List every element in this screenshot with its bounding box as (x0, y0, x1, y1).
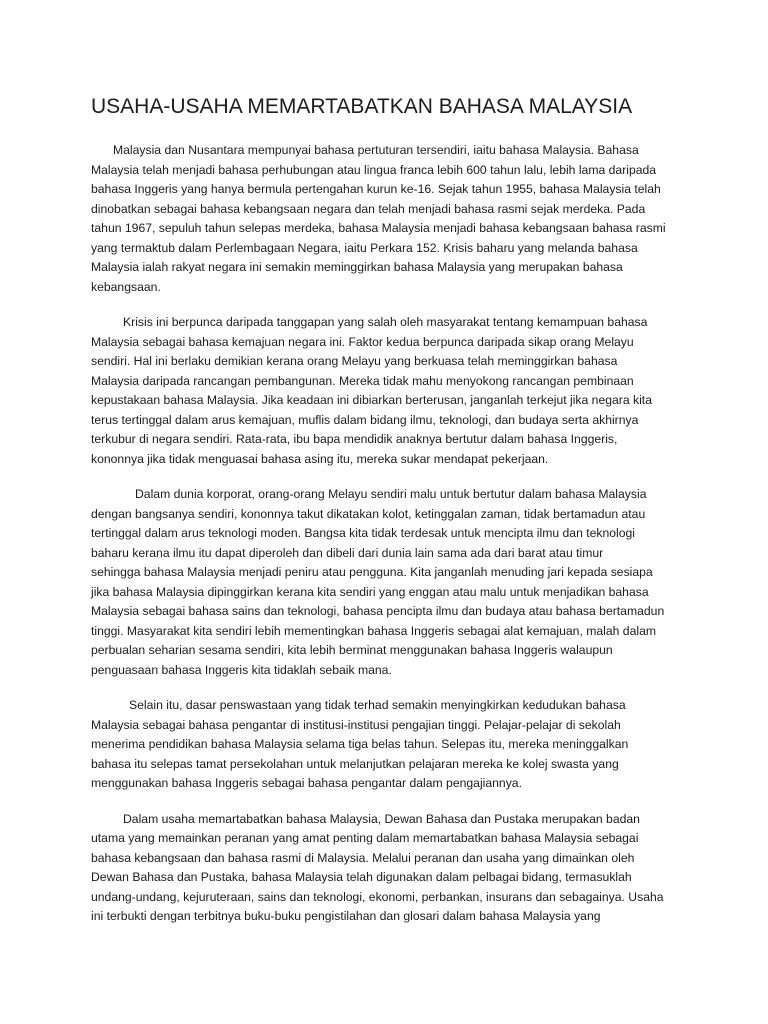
paragraph-line: Malaysia ialah rakyat negara ini semakin meminggirkan bahasa Malaysia yang merupakan bahasa (91, 260, 623, 274)
paragraph-4 (91, 696, 681, 794)
paragraph-line: menggunakan bahasa Inggeris sebagai bahasa pengantar dalam pengajiannya. (91, 776, 522, 790)
paragraph-line: Dewan Bahasa dan Pustaka, bahasa Malaysia telah digunakan dalam pelbagai bidang, termasuklah (91, 870, 632, 884)
paragraph-line: tertinggal dalam arus teknologi moden. Bangsa kita tidak terdesak untuk mencipta ilmu dan teknologi (91, 526, 636, 540)
paragraph-line: menerima pendidikan bahasa Malaysia selama tiga belas tahun. Selepas itu, mereka meninggalkan (91, 737, 629, 751)
paragraph-line: Malaysia dan Nusantara mempunyai bahasa pertuturan tersendiri, iaitu bahasa Malaysia. Bahasa (113, 143, 639, 157)
paragraph-line: Malaysia sebagai bahasa kemajuan negara ini. Faktor kedua berpunca daripada sikap orang Melayu (91, 334, 634, 349)
paragraph-line: penguasaan bahasa Inggeris kita tidaklah sebaik mana. (91, 662, 392, 677)
paragraph-line: Malaysia daripada rancangan pembangunan. Mereka tidak mahu menyokong rancangan pembinaan (91, 373, 634, 388)
document-body (91, 92, 681, 943)
paragraph-line: jika bahasa Malaysia dipinggirkan kerana kita sendiri yang enggan atau malu untuk menjadikan bahasa (91, 584, 649, 599)
paragraph-line: undang-undang, kejuruteraan, sains dan teknologi, ekonomi, perbankan, insurans dan sebagainya. Usaha (91, 889, 664, 904)
paragraph-line: tahun 1967, sepuluh tahun selepas merdeka, bahasa Malaysia menjadi bahasa kebangsaan bahasa rasmi (91, 221, 666, 235)
paragraph-line: yang termaktub dalam Perlembagaan Negara, iaitu Perkara 152. Krisis baharu yang melanda bahasa (91, 240, 638, 255)
paragraph-3 (91, 485, 681, 680)
paragraph-line: bahasa Inggeris yang hanya bermula pertengahan kurun ke-16. Sejak tahun 1955, bahasa Malaysia telah (91, 182, 661, 196)
paragraph-line: Dalam usaha memartabatkan bahasa Malaysia, Dewan Bahasa dan Pustaka merupakan badan (123, 811, 640, 826)
paragraph-line: Malaysia sebagai bahasa sains dan teknologi, bahasa pencipta ilmu dan budaya atau bahasa bertamadun (91, 604, 665, 618)
paragraph-line: bahasa kebangsaan dan bahasa rasmi di Malaysia. Melalui peranan dan usaha yang dimainkan oleh (91, 850, 635, 865)
paragraph-line: terkubur di negara sendiri. Rata-rata, ibu bapa mendidik anaknya bertutur dalam bahasa Inggeris, (91, 432, 618, 446)
paragraph-line: dengan bangsanya sendiri, kononnya takut dikatakan kolot, ketinggalan zaman, tidak bertamadun atau (91, 506, 646, 521)
paragraph-line: utama yang memainkan peranan yang amat penting dalam memartabatkan bahasa Malaysia sebagai (91, 831, 639, 845)
paragraph-line: Malaysia sebagai bahasa pengantar di institusi-institusi pengajian tinggi. Pelajar-pelajar di sekolah (91, 717, 621, 732)
paragraph-line: Krisis ini berpunca daripada tanggapan yang salah oleh masyarakat tentang kemampuan bahasa (123, 315, 648, 329)
paragraph-line: Selain itu, dasar penswastaan yang tidak terhad semakin menyingkirkan kedudukan bahasa (129, 698, 626, 712)
paragraph-5 (91, 810, 681, 927)
document-title: USAHA-USAHA MEMARTABATKAN BAHASA MALAYSIA (91, 95, 633, 118)
paragraph-line: kebangsaan. (91, 279, 161, 294)
paragraph-line: sendiri. Hal ini berlaku demikian kerana orang Melayu yang berkuasa telah meminggirkan bahasa (91, 354, 618, 368)
paragraph-line: bahasa itu selepas tamat persekolahan untuk melanjutkan pelajaran mereka ke kolej swasta yang (91, 756, 619, 771)
paragraph-line: kononnya jika tidak menguasai bahasa asing itu, mereka sukar mendapat pekerjaan. (91, 451, 549, 466)
paragraph-line: tinggi. Masyarakat kita sendiri lebih mementingkan bahasa Inggeris sebagai alat kemajuan, malah dalam (91, 623, 657, 638)
paragraph-line: ini terbukti dengan terbitnya buku-buku pengistilahan dan glosari dalam bahasa Malaysia yang (91, 909, 601, 923)
paragraph-line: Malaysia telah menjadi bahasa perhubungan atau lingua franca lebih 600 tahun lalu, lebih lama daripada (91, 162, 657, 177)
paragraph-line: kepustakaan bahasa Malaysia. Jika keadaan ini dibiarkan berterusan, janganlah terkejut jika negara kita (91, 393, 652, 407)
paragraph-line: dinobatkan sebagai bahasa kebangsaan negara dan telah menjadi bahasa rasmi sejak merdeka. Pada (91, 201, 646, 216)
paragraph-line: Dalam dunia korporat, orang-orang Melayu sendiri malu untuk bertutur dalam bahasa Malaysia (135, 487, 647, 501)
paragraph-line: perbualan seharian sesama sendiri, kita lebih berminat menggunakan bahasa Inggeris walaupun (91, 643, 613, 657)
paragraph-line: terus tertinggal dalam arus kemajuan, muflis dalam bidang ilmu, teknologi, dan budaya serta akhirnya (91, 412, 639, 427)
paragraph-2 (91, 313, 681, 469)
paragraph-line: sehingga bahasa Malaysia menjadi peniru atau pengguna. Kita janganlah menuding jari kepada sesiapa (91, 565, 653, 579)
paragraph-1 (91, 141, 681, 297)
paragraph-line: baharu kerana ilmu itu dapat diperoleh dan dibeli dari dunia lain sama ada dari barat atau timur (91, 545, 604, 560)
